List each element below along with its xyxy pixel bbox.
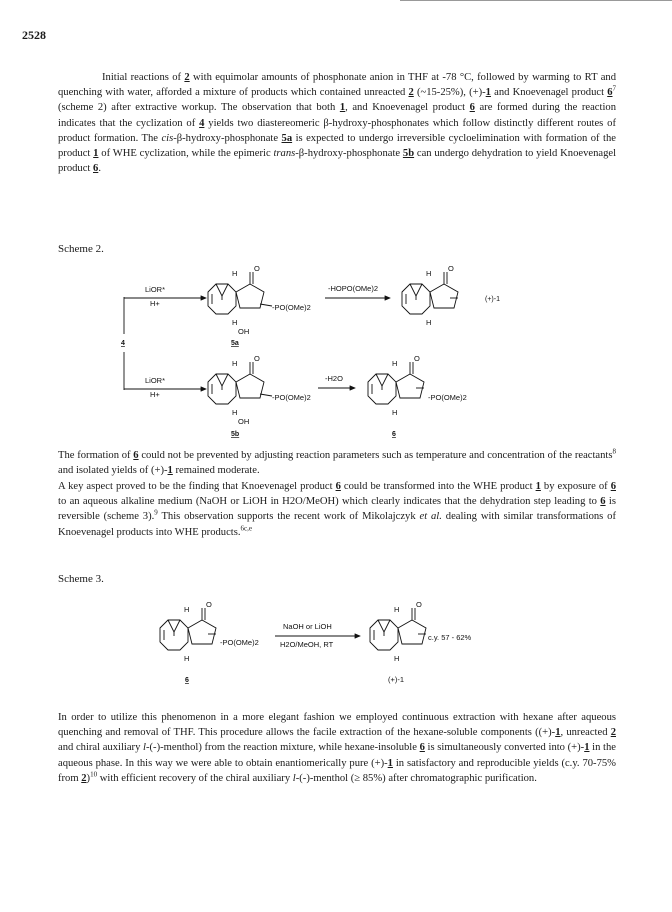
po-group-6: -PO(OMe)2: [428, 393, 467, 402]
compound-ref: 6: [610, 481, 616, 492]
compound-ref: 2: [408, 87, 414, 99]
product-s3: (+)-1: [388, 675, 405, 684]
yield-s3: c.y. 57 - 62%: [428, 633, 472, 642]
compound-ref: 6: [469, 102, 475, 114]
compound-ref: 6: [93, 163, 99, 175]
svg-text:H: H: [184, 654, 190, 663]
compound-ref: 2: [81, 772, 87, 784]
compound-ref: 5a: [281, 132, 293, 144]
compound-ref: 2: [184, 72, 190, 83]
compound-ref: 1: [555, 727, 561, 739]
svg-text:O: O: [414, 354, 420, 363]
svg-text:H: H: [232, 359, 238, 368]
reagent-top-2: H+: [150, 299, 160, 308]
paragraph-2: The formation of 6 could not be prevented by adjusting reaction parameters such as temperature and concentration of the reactants$^8$ and isolated yields of (+)-1 remained moderate.: [58, 447, 616, 477]
label-5b: 5b: [231, 431, 240, 438]
compound-ref: 4: [199, 117, 205, 129]
svg-text:H: H: [394, 654, 400, 663]
svg-text:OH: OH: [238, 417, 250, 426]
reagent-s3-1: NaOH or LiOH: [283, 622, 332, 631]
citation: 8: [612, 447, 616, 456]
paragraph-4: In order to utilize this phenomenon in a more elegant fashion we employed continuous extraction with hexane after aqueous quenching and removal of THF. This procedure allows the facile extraction of the hexane-soluble components ((+)-1, unreacted 2 and chiral auxiliary l-(-)-menthol) from the reaction mixture, while hexane-insoluble 6 is simultaneously converted into (+)-1 in the aqueous phase. In this way we were able to obtain enantiomerically pure (+)-1 in satisfactory and reproducible yields (c.y. 70-75% from 2)$^{10}$ with efficient recovery of the chiral auxiliary l-(-)-menthol (≥ 85%) after chromatographic purification.: [58, 712, 616, 784]
reagent-bot-1: LiOR*: [145, 376, 166, 385]
compound-ref: 1: [535, 481, 541, 492]
structure-1-s3: [370, 600, 426, 663]
po-group-5b: -PO(OMe)2: [272, 393, 311, 402]
arrow-bot-label: -H2O: [325, 374, 343, 383]
page-number: 2528: [22, 28, 46, 42]
product-1-label: (+)-1: [485, 296, 500, 303]
compound-ref: 6: [419, 742, 425, 754]
svg-text:H: H: [392, 359, 398, 368]
svg-text:H: H: [232, 408, 238, 417]
compound-ref: 2: [610, 727, 616, 739]
compound-ref: 6: [335, 481, 341, 492]
svg-text:H: H: [184, 605, 190, 614]
compound-ref: 6: [600, 496, 606, 508]
compound-ref: 5b: [402, 148, 415, 160]
citation: 10: [90, 770, 98, 779]
label-6-s3: 6: [185, 677, 189, 684]
svg-text:OH: OH: [238, 327, 250, 336]
compound-4-label: 4: [121, 340, 125, 347]
label-6: 6: [392, 431, 396, 438]
compound-ref: 1: [167, 465, 173, 477]
citation: 7: [612, 84, 616, 93]
svg-text:O: O: [416, 600, 422, 609]
structure-6-s3: [160, 600, 216, 663]
svg-text:O: O: [254, 354, 260, 363]
svg-text:O: O: [254, 264, 260, 273]
compound-ref: 6: [133, 450, 139, 461]
po-group-s3: -PO(OMe)2: [220, 638, 259, 647]
paragraph-1: Initial reactions of 2 with equimolar amounts of phosphonate anion in THF at -78 °C, followed by warming to RT and quenching with water, afforded a mixture of products which contained unreacted 2 (~15-25%), (+)-1 and Knoevenagel product $6^7$ (scheme 2) after extractive workup. The observation that both 1, and Knoevenagel product 6 are formed during the reaction indicates that the cyclization of 4 yields two diastereomeric β-hydroxy-phosphonates which follow distinctly different routes of product formation. The cis-β-hydroxy-phosphonate 5a is expected to undergo irreversible cycloelimination with formation of the product 1 of WHE cyclization, while the epimeric trans-β-hydroxy-phosphonate 5b can undergo dehydration to yield Knoevenagel product 6.: [58, 72, 617, 175]
svg-text:H: H: [232, 269, 238, 278]
compound-ref: 1: [584, 742, 590, 754]
reagent-top-1: LiOR*: [145, 285, 166, 294]
scheme-3-heading: Scheme 3.: [58, 573, 104, 585]
citation: 6c,e: [240, 524, 252, 533]
svg-text:H: H: [426, 318, 432, 327]
svg-text:O: O: [206, 600, 212, 609]
paragraph-3: A key aspect proved to be the finding that Knoevenagel product 6 could be transformed into the WHE product 1 by exposure of 6 to an aqueous alkaline medium (NaOH or LiOH in H2O/MeOH) which clearly indicates that the dehydration step leading to 6 is reversible (scheme 3).$^9$ This observation supports the recent work of Mikolajczyk et al. dealing with similar transformations of Knoevenagel products into WHE products.$^{6c,e}$: [58, 481, 616, 538]
citation: 9: [154, 508, 158, 517]
compound-ref: 1: [93, 148, 99, 160]
reagent-bot-2: H+: [150, 390, 160, 399]
po-group-5a: -PO(OMe)2: [272, 303, 311, 312]
arrow-top-label: -HOPO(OMe)2: [328, 284, 379, 293]
label-5a: 5a: [231, 340, 239, 347]
svg-text:H: H: [426, 269, 432, 278]
svg-text:H: H: [232, 318, 238, 327]
compound-ref: 1: [339, 102, 346, 114]
reagent-s3-2: H2O/MeOH, RT: [280, 640, 334, 649]
svg-text:O: O: [448, 264, 454, 273]
compound-ref: 6: [607, 87, 613, 99]
svg-text:H: H: [392, 408, 398, 417]
compound-ref: 1: [485, 87, 491, 99]
compound-ref: 1: [387, 757, 393, 769]
svg-text:H: H: [394, 605, 400, 614]
scheme-2-heading: Scheme 2.: [58, 243, 104, 255]
